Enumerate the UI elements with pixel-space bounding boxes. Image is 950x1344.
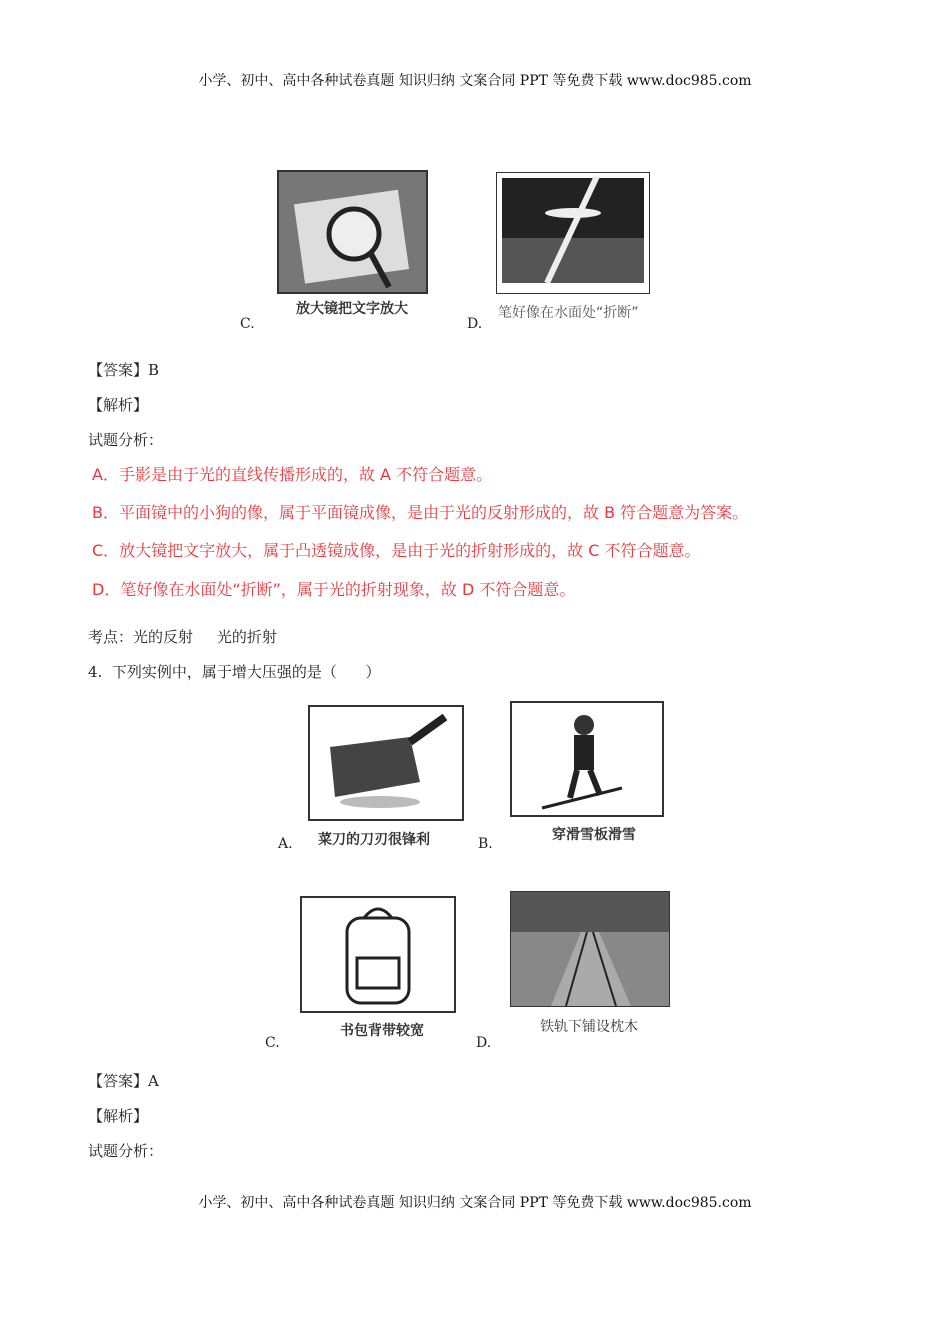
option-d2-label: D.: [476, 1035, 492, 1051]
q3-answer: 【答案】B: [88, 361, 160, 379]
analysis-line-a: A．手影是由于光的直线传播形成的，故 A 不符合题意。: [92, 465, 493, 484]
q4-stem: 4. 下列实例中，属于增大压强的是（ ）: [88, 663, 381, 681]
q4-analysis-intro: 试题分析：: [88, 1142, 164, 1160]
analysis-line-b: B．平面镜中的小狗的像，属于平面镜成像，是由于光的反射形成的，故 B 符合题意为答案。: [92, 503, 749, 522]
option-c2-label: C.: [265, 1035, 280, 1051]
q3-analysis-intro: 试题分析：: [88, 431, 164, 449]
option-c-caption: 放大镜把文字放大: [296, 301, 408, 317]
q3-kaodian: 考点：光的反射 光的折射: [88, 628, 277, 646]
railway-image: [510, 891, 670, 1007]
analysis-line-c: C．放大镜把文字放大，属于凸透镜成像，是由于光的折射形成的，故 C 不符合题意。: [92, 541, 701, 560]
option-a-label: A.: [278, 836, 293, 852]
analysis-line-d: D．笔好像在水面处“折断”，属于光的折射现象，故 D 不符合题意。: [92, 580, 576, 599]
option-d-caption: 笔好像在水面处“折断”: [498, 305, 639, 321]
pencil-in-water-image: [496, 172, 650, 294]
option-a-caption: 菜刀的刀刃很锋利: [318, 832, 430, 848]
page-header: 小学、初中、高中各种试卷真题 知识归纳 文案合同 PPT 等免费下载 www.doc985.com: [198, 73, 752, 89]
option-b-caption: 穿滑雪板滑雪: [552, 827, 636, 843]
backpack-image: [300, 896, 456, 1013]
magnifier-image: [277, 170, 428, 294]
page-footer: 小学、初中、高中各种试卷真题 知识归纳 文案合同 PPT 等免费下载 www.doc985.com: [198, 1195, 752, 1211]
option-c-label: C.: [240, 316, 255, 332]
option-d2-caption: 铁轨下铺设枕木: [540, 1019, 638, 1035]
q3-analysis-heading: 【解析】: [88, 396, 149, 414]
option-d-label: D.: [467, 316, 483, 332]
skier-image: [510, 701, 664, 817]
cleaver-image: [308, 705, 464, 821]
q4-analysis-heading: 【解析】: [88, 1107, 149, 1125]
option-b-label: B.: [478, 836, 493, 852]
option-c2-caption: 书包背带较宽: [340, 1023, 424, 1039]
q4-answer: 【答案】A: [88, 1072, 159, 1090]
